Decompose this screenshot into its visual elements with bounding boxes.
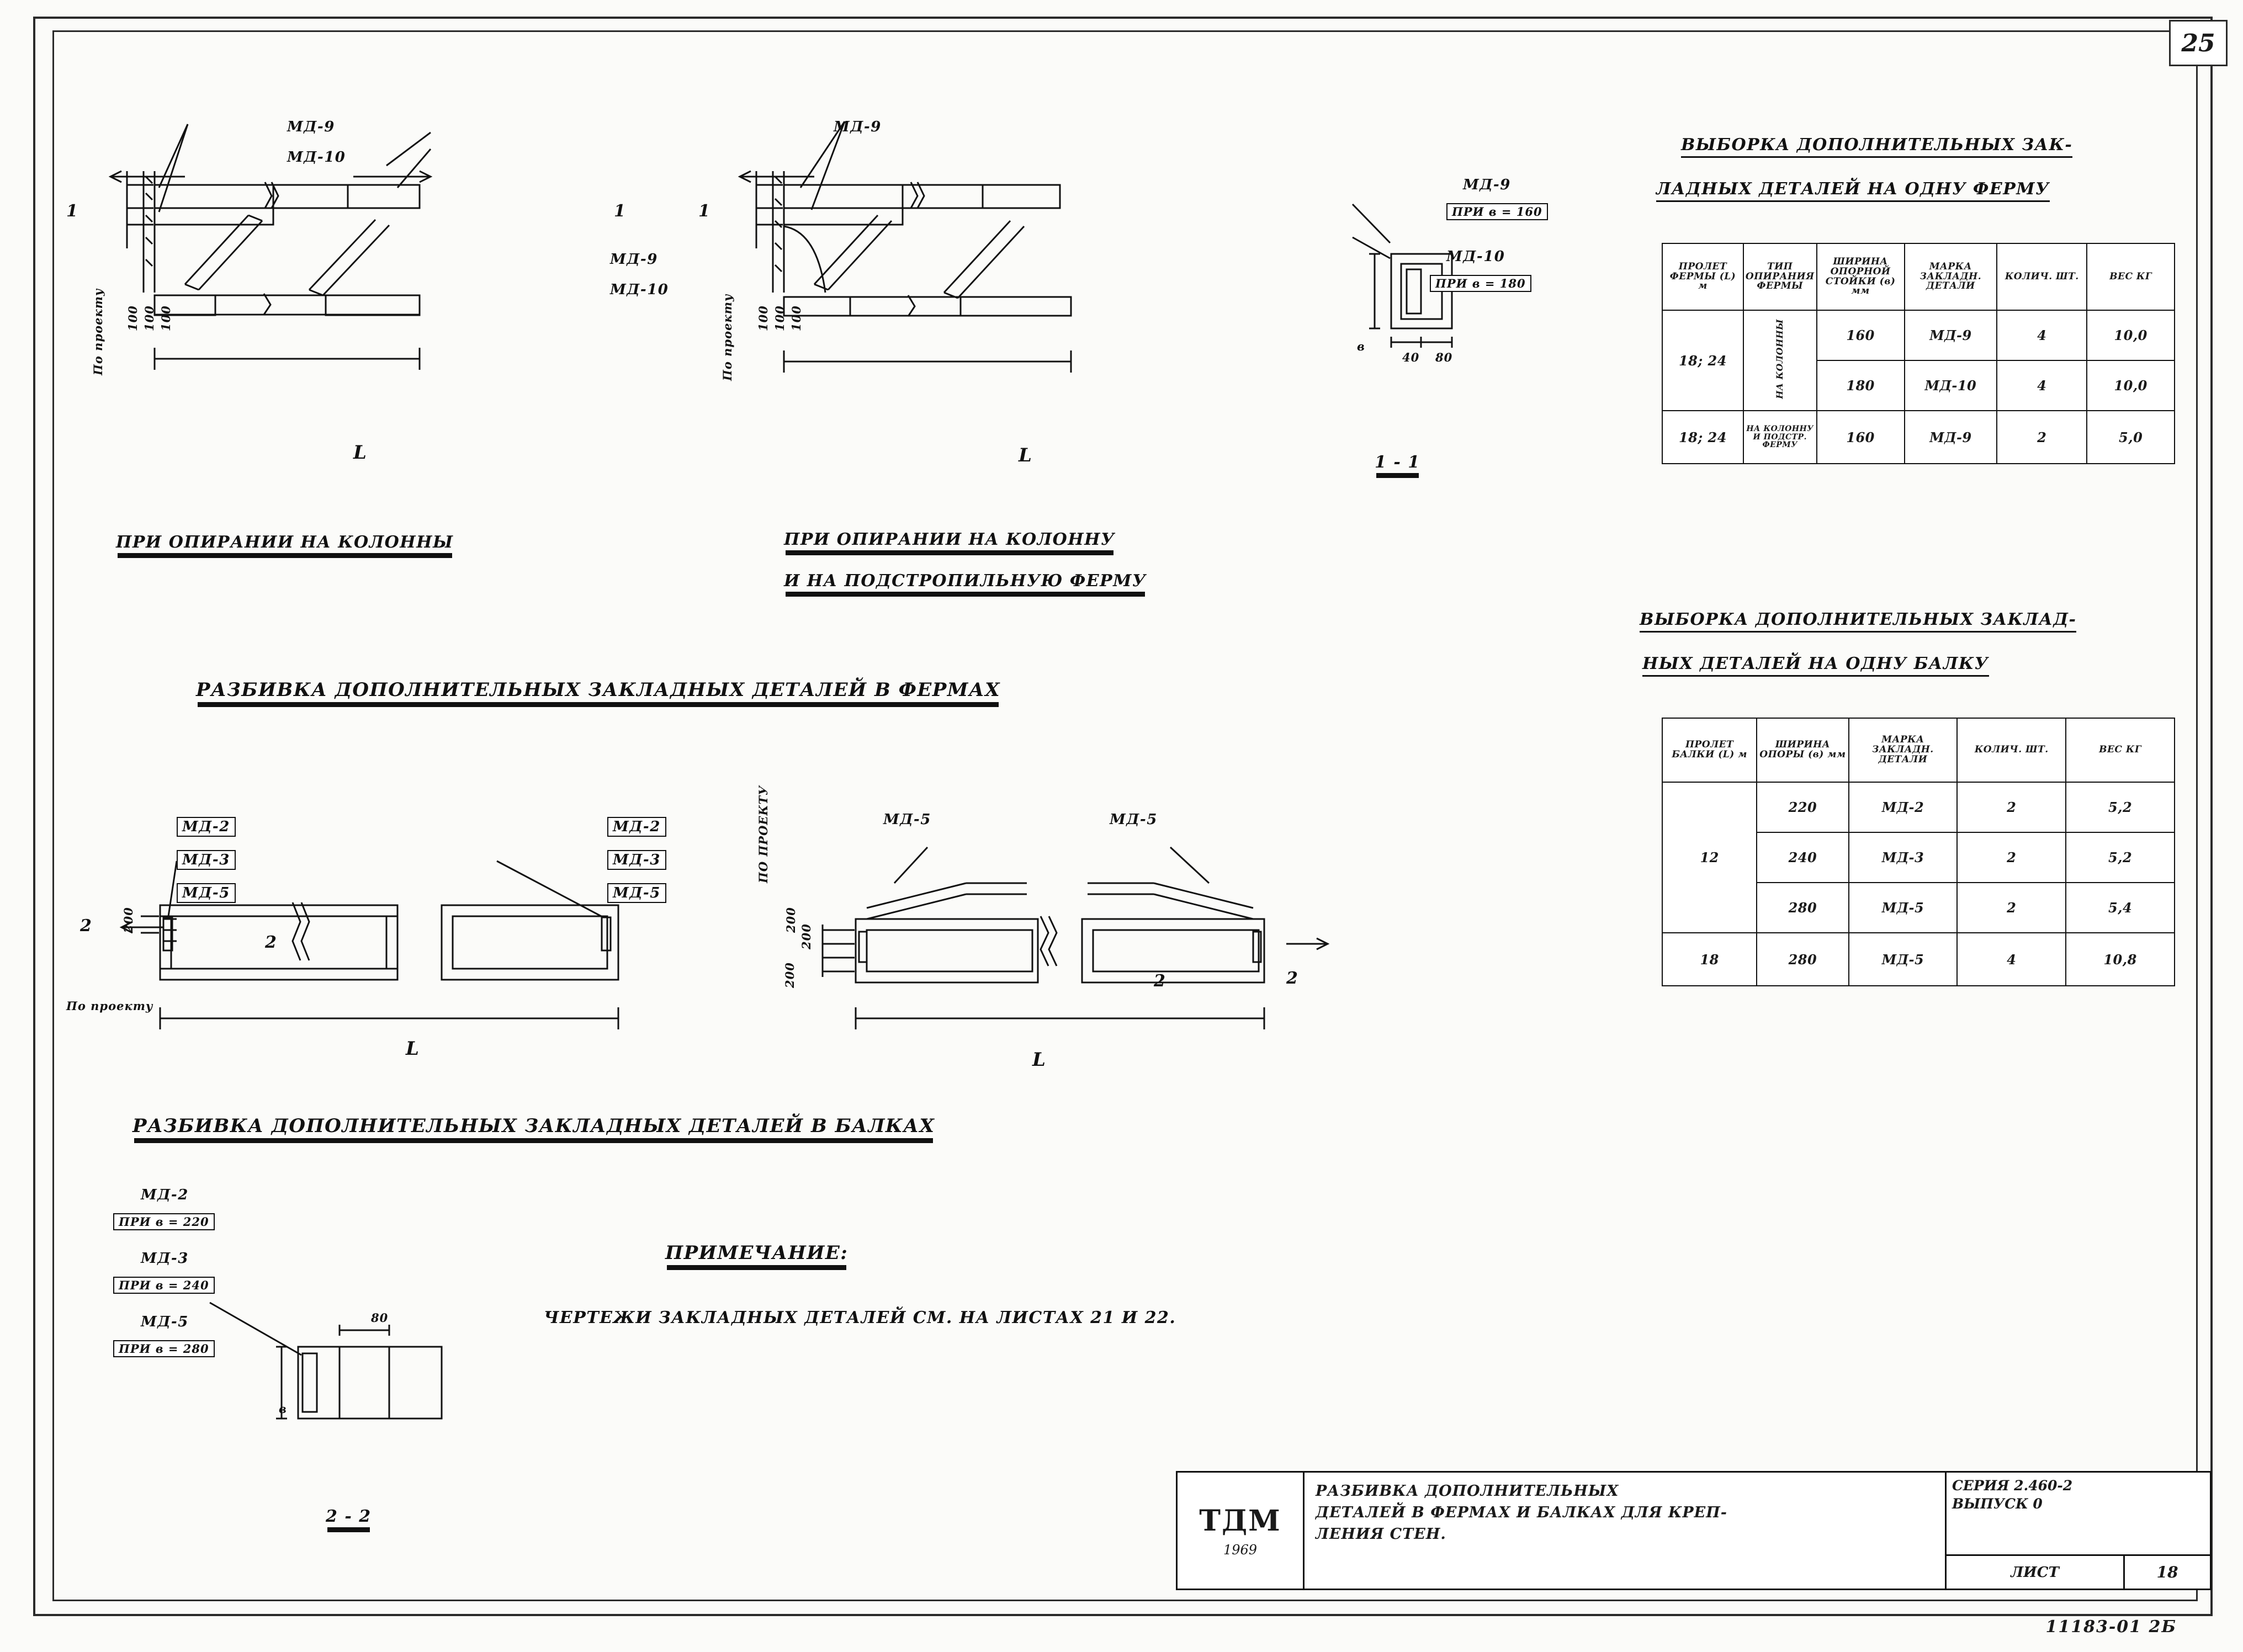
cell-beam-mark-4: МД-5: [1849, 933, 1958, 986]
title-line-2: ДЕТАЛЕЙ В ФЕРМАХ И БАЛКАХ ДЛЯ КРЕП-: [1316, 1504, 1727, 1522]
view1-drawing: [88, 155, 751, 464]
detail-1-1-dim-b: в: [1357, 339, 1365, 353]
cell-beam-weight-4: 10,8: [2066, 933, 2175, 986]
view1-label-md10-right: МД-10: [610, 281, 669, 298]
view1-section-mark-right: 1: [614, 201, 627, 221]
cell-beam-mark-3: МД-5: [1849, 883, 1958, 933]
cell-span-1: 18; 24: [1662, 310, 1743, 411]
view4-span-label: L: [1032, 1049, 1047, 1071]
detail-2-2-label-md5: МД-5: [141, 1314, 189, 1330]
detail-1-1-note-md10: ПРИ в = 180: [1430, 275, 1531, 292]
th-beam-weight: ВЕС КГ: [2066, 718, 2175, 782]
cell-beam-width-4: 280: [1757, 933, 1848, 986]
cell-width-1: 160: [1817, 310, 1905, 360]
th-qty: КОЛИЧ. ШТ.: [1997, 243, 2087, 310]
cell-support-3: НА КОЛОННУ И ПОДСТР. ФЕРМУ: [1743, 411, 1817, 464]
view1-label-md10: МД-10: [287, 149, 346, 166]
series-line-2: ВЫПУСК 0: [1952, 1495, 2043, 1512]
cell-beam-width-3: 280: [1757, 883, 1848, 933]
title-block-right: [1945, 1473, 2210, 1589]
group-caption-trusses: РАЗБИВКА ДОПОЛНИТЕЛЬНЫХ ЗАКЛАДНЫХ ДЕТАЛЕЙ В ФЕРМАХ: [196, 679, 1001, 701]
series-info: [1952, 1477, 2072, 1513]
th-width: ШИРИНА ОПОРНОЙ СТОЙКИ (в) мм: [1817, 243, 1905, 310]
cell-beam-qty-4: 4: [1957, 933, 2066, 986]
view2-span-label: L: [1019, 444, 1033, 466]
bottom-code: 11183-01 2Б: [2045, 1617, 2177, 1637]
table-balka-title-line1: ВЫБОРКА ДОПОЛНИТЕЛЬНЫХ ЗАКЛАД-: [1640, 610, 2076, 633]
view3-label-md2-right: МД-2: [607, 817, 666, 837]
view1-label-md9-right: МД-9: [610, 251, 658, 268]
note-title: ПРИМЕЧАНИЕ:: [665, 1242, 849, 1264]
title-line-3: ЛЕНИЯ СТЕН.: [1316, 1526, 1446, 1543]
th-beam-mark: МАРКА ЗАКЛАДН. ДЕТАЛИ: [1849, 718, 1958, 782]
view4-section-mark-inner: 2: [1154, 971, 1166, 991]
detail-2-2-label-md2: МД-2: [141, 1187, 189, 1203]
cell-beam-mark-2: МД-3: [1849, 832, 1958, 883]
cell-mark-2: МД-10: [1905, 360, 1997, 411]
table-balka-header-row: [1662, 718, 2175, 782]
view3-label-md2-left: МД-2: [177, 817, 236, 837]
cell-beam-weight-3: 5,4: [2066, 883, 2175, 933]
detail-1-1-note-md9: ПРИ в = 160: [1446, 203, 1548, 220]
detail-2-2-drawing: [243, 1314, 574, 1490]
view1-caption: ПРИ ОПИРАНИИ НА КОЛОННЫ: [116, 533, 454, 552]
view3-label-md3-left: МД-3: [177, 850, 236, 870]
th-beam-span: ПРОЛЕТ БАЛКИ (L) м: [1662, 718, 1757, 782]
view3-by-project-label: По проекту: [66, 999, 153, 1013]
view1-label-md9: МД-9: [287, 119, 335, 135]
cell-beam-weight-1: 5,2: [2066, 782, 2175, 832]
view1-dim-100-c: 100: [159, 305, 173, 331]
cell-beam-qty-1: 2: [1957, 782, 2066, 832]
view3-span-label: L: [406, 1038, 420, 1060]
view1-dim-100-a: 100: [126, 305, 140, 331]
title-block: [1176, 1471, 2212, 1590]
detail-2-2-caption: 2 - 2: [326, 1507, 372, 1526]
table-row: [1662, 933, 2175, 986]
view2-drawing: [718, 155, 1325, 464]
logo-text: ТДМ: [1199, 1504, 1281, 1538]
cell-beam-span-4: 18: [1662, 933, 1757, 986]
view1-section-mark-left: 1: [66, 201, 79, 221]
cell-mark-3: МД-9: [1905, 411, 1997, 464]
table-row: [1662, 411, 2175, 464]
view3-label-md3-right: МД-3: [607, 850, 666, 870]
view3-drawing: [110, 872, 773, 1104]
page-number-box: [2169, 20, 2228, 66]
cell-mark-1: МД-9: [1905, 310, 1997, 360]
detail-2-2-note-md2: ПРИ в = 220: [113, 1213, 215, 1230]
table-row: [1662, 310, 2175, 360]
view4-by-project-label: ПО ПРОЕКТУ: [756, 785, 770, 883]
series-line-1: СЕРИЯ 2.460-2: [1952, 1478, 2073, 1494]
view4-dim-200-a: 200: [784, 907, 798, 933]
cell-span-3: 18; 24: [1662, 411, 1743, 464]
detail-1-1-label-md9: МД-9: [1463, 177, 1511, 193]
table-row: [1662, 782, 2175, 832]
view4-label-md5-left: МД-5: [883, 811, 931, 828]
table-ferma: [1662, 243, 2175, 464]
cell-weight-2: 10,0: [2087, 360, 2175, 411]
view3-label-md5-left: МД-5: [177, 883, 236, 903]
title-block-logo: [1178, 1473, 1305, 1589]
cell-qty-2: 4: [1997, 360, 2087, 411]
table-ferma-header-row: [1662, 243, 2175, 310]
cell-beam-weight-2: 5,2: [2066, 832, 2175, 883]
note-text: ЧЕРТЕЖИ ЗАКЛАДНЫХ ДЕТАЛЕЙ СМ. НА ЛИСТАХ 21 И 22.: [544, 1308, 1176, 1327]
cell-beam-qty-2: 2: [1957, 832, 2066, 883]
th-beam-width: ШИРИНА ОПОРЫ (в) мм: [1757, 718, 1848, 782]
cell-width-2: 180: [1817, 360, 1905, 411]
view2-dim-100-c: 100: [789, 305, 803, 331]
cell-support-1-text: НА КОЛОННЫ: [1774, 319, 1785, 399]
cell-weight-1: 10,0: [2087, 310, 2175, 360]
cell-qty-1: 4: [1997, 310, 2087, 360]
cell-beam-mark-1: МД-2: [1849, 782, 1958, 832]
th-mark: МАРКА ЗАКЛАДН. ДЕТАЛИ: [1905, 243, 1997, 310]
th-span: ПРОЛЕТ ФЕРМЫ (L) м: [1662, 243, 1743, 310]
detail-2-2-label-md3: МД-3: [141, 1250, 189, 1267]
group-caption-beams: РАЗБИВКА ДОПОЛНИТЕЛЬНЫХ ЗАКЛАДНЫХ ДЕТАЛЕЙ В БАЛКАХ: [132, 1115, 935, 1137]
cell-beam-qty-3: 2: [1957, 883, 2066, 933]
view3-dim-200: 200: [121, 907, 135, 933]
view4-dim-200-c: 200: [783, 962, 797, 988]
detail-2-2-dim-80: 80: [371, 1311, 389, 1325]
logo-year: 1969: [1223, 1542, 1258, 1558]
detail-1-1-caption: 1 - 1: [1375, 453, 1420, 472]
table-balka-title-line2: НЫХ ДЕТАЛЕЙ НА ОДНУ БАЛКУ: [1642, 654, 1989, 677]
view4-dim-200-b: 200: [799, 923, 813, 949]
view2-caption-line1: ПРИ ОПИРАНИИ НА КОЛОННУ: [784, 530, 1115, 549]
th-support-type: ТИП ОПИРАНИЯ ФЕРМЫ: [1743, 243, 1817, 310]
cell-beam-width-1: 220: [1757, 782, 1848, 832]
sheet-row: [1947, 1554, 2210, 1589]
view2-section-mark-left: 1: [698, 201, 711, 221]
sheet-label: ЛИСТ: [1947, 1556, 2125, 1589]
cell-qty-3: 2: [1997, 411, 2087, 464]
view1-span-label: L: [353, 442, 368, 464]
detail-2-2-note-md3: ПРИ в = 240: [113, 1277, 215, 1294]
view1-by-project-label: По проекту: [91, 288, 105, 375]
detail-1-1-dim-80: 80: [1435, 350, 1453, 364]
detail-2-2-dim-b: в: [279, 1402, 287, 1416]
view4-drawing: [789, 861, 1341, 1093]
detail-2-2-note-md5: ПРИ в = 280: [113, 1340, 215, 1357]
view3-section-mark-left: 2: [80, 916, 93, 936]
detail-1-1-label-md10: МД-10: [1446, 248, 1505, 265]
cell-support-1: [1743, 310, 1817, 411]
view2-dim-100-a: 100: [756, 305, 770, 331]
th-weight: ВЕС КГ: [2087, 243, 2175, 310]
cell-weight-3: 5,0: [2087, 411, 2175, 464]
sheet-value: 18: [2156, 1563, 2178, 1581]
table-ferma-title-line2: ЛАДНЫХ ДЕТАЛЕЙ НА ОДНУ ФЕРМУ: [1656, 179, 2050, 202]
view2-caption-line2: И НА ПОДСТРОПИЛЬНУЮ ФЕРМУ: [784, 571, 1147, 591]
table-balka: [1662, 718, 2175, 986]
cell-beam-span-1: 12: [1662, 782, 1757, 933]
table-ferma-title-line1: ВЫБОРКА ДОПОЛНИТЕЛЬНЫХ ЗАК-: [1681, 135, 2072, 158]
view2-by-project-label: По проекту: [720, 294, 734, 381]
view1-dim-100-b: 100: [142, 305, 156, 331]
page-number: 25: [2181, 29, 2215, 57]
view2-label-md9: МД-9: [834, 119, 882, 135]
th-beam-qty: КОЛИЧ. ШТ.: [1957, 718, 2066, 782]
view3-label-md5-right: МД-5: [607, 883, 666, 903]
view4-section-mark-right: 2: [1286, 969, 1299, 988]
view2-dim-100-b: 100: [773, 305, 787, 331]
view3-section-mark-inner: 2: [265, 933, 278, 952]
title-line-1: РАЗБИВКА ДОПОЛНИТЕЛЬНЫХ: [1316, 1483, 1619, 1500]
cell-width-3: 160: [1817, 411, 1905, 464]
detail-1-1-dim-40: 40: [1402, 350, 1420, 364]
view4-label-md5-right: МД-5: [1110, 811, 1158, 828]
cell-beam-width-2: 240: [1757, 832, 1848, 883]
title-block-title: [1316, 1480, 1967, 1545]
